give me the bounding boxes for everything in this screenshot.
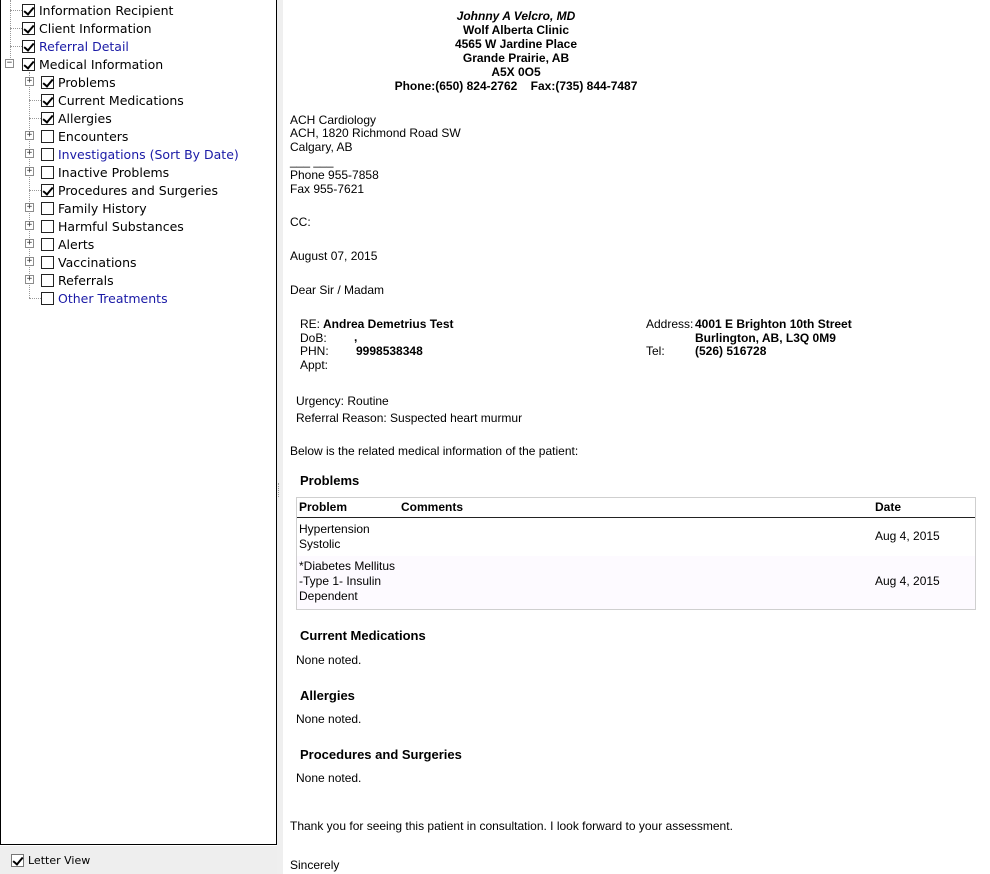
recipient-name: ACH Cardiology [290,113,377,127]
problem-line: Hypertension [299,522,370,536]
header-comments: Comments [401,500,464,514]
header-problem: Problem [299,500,348,514]
problem-line: Dependent [299,589,358,603]
tree-connector [10,28,22,29]
sender-street: 4565 W Jardine Place [454,37,578,51]
expand-icon[interactable]: + [26,130,33,140]
phn-label: PHN: [300,344,329,358]
patient-name: Andrea Demetrius Test [323,317,454,331]
tree-item-harmful-substances[interactable] [41,217,184,235]
checkbox[interactable] [41,220,54,233]
tree-item-label: Current Medications [58,92,184,108]
problem-date: Aug 4, 2015 [875,529,940,543]
address-line1: 4001 E Brighton 10th Street [695,317,852,331]
problems-table [296,497,976,610]
recipient-address1: ACH, 1820 Richmond Road SW [290,126,461,140]
tree-item-label: Inactive Problems [58,164,170,180]
checkbox[interactable] [41,238,54,251]
problem-line: Systolic [299,537,341,551]
allergies-title: Allergies [300,688,355,703]
checkbox[interactable] [41,166,54,179]
tree-item-alerts[interactable] [41,235,94,253]
checkbox[interactable] [41,184,54,197]
sender-city: Grande Prairie, AB [462,51,570,65]
tree-item-family-history[interactable] [41,199,147,217]
checkbox[interactable] [41,148,54,161]
problems-title: Problems [300,473,360,488]
expand-icon[interactable]: + [26,76,33,86]
tree-connector [29,298,41,299]
problem-line: *Diabetes Mellitus [299,559,396,573]
expand-icon[interactable]: + [26,202,33,212]
letter-view-toggle[interactable] [11,854,90,867]
address-label: Address: [646,317,694,331]
recipient-blank-line: ___ ___ [290,154,334,168]
tree-item-information-recipient[interactable] [22,1,173,19]
tel-value: (526) 516728 [695,344,767,358]
tree-connector [10,46,22,47]
salutation: Dear Sir / Madam [290,283,385,297]
checkbox[interactable] [22,40,35,53]
tree-item-label[interactable]: Investigations (Sort By Date) [58,146,239,162]
signoff: Sincerely [290,858,340,872]
tree-item-label: Harmful Substances [58,218,184,234]
referral-reason: Referral Reason: Suspected heart murmur [296,411,523,425]
tree-item-procedures-and-surgeries[interactable] [41,181,218,199]
expand-icon[interactable]: + [26,274,33,284]
sender-clinic: Wolf Alberta Clinic [462,23,569,37]
problem-date: Aug 4, 2015 [875,574,940,588]
checkbox[interactable] [22,58,35,71]
table-header [297,498,975,518]
sender-postal: A5X 0O5 [491,65,541,79]
letter-preview [283,0,990,874]
sender-name: Johnny A Velcro, MD [456,9,576,23]
procedures-title: Procedures and Surgeries [300,747,462,762]
tree-item-label: Medical Information [39,56,164,72]
tree-item-encounters[interactable] [41,127,128,145]
phn-value: 9998538348 [356,344,423,358]
re-label: RE: [300,317,321,331]
tree-connector [29,118,41,119]
tree-connector [29,100,41,101]
procedures-body: None noted. [296,771,362,785]
splitter-grip-icon[interactable] [278,483,281,497]
allergies-body: None noted. [296,712,362,726]
tree-item-label: Allergies [58,110,112,126]
dob-value: , [354,330,358,344]
intro-text: Below is the related medical information of the patient: [290,444,579,458]
expand-icon[interactable]: + [26,148,33,158]
tree-item-allergies[interactable] [41,109,112,127]
dob-label: DoB: [300,331,327,345]
tree-item-vaccinations[interactable] [41,253,137,271]
tree-item-label[interactable]: Other Treatments [58,290,168,306]
letter-view-label: Letter View [28,854,91,867]
tree-connector [10,10,22,11]
recipient-phone: Phone 955-7858 [290,168,379,182]
checkbox[interactable] [41,274,54,287]
tree-item-label: Problems [58,74,116,90]
tree-connector [29,190,41,191]
expand-icon[interactable]: + [26,166,33,176]
checkbox[interactable] [41,94,54,107]
closing-text: Thank you for seeing this patient in consultation. I look forward to your assessment. [290,819,733,833]
problem-line: -Type 1- Insulin [299,574,382,588]
appt-label: Appt: [300,358,329,372]
tree-item-label: Alerts [58,236,95,252]
cc-line: CC: [290,215,311,229]
recipient-fax: Fax 955-7621 [290,182,365,196]
tree-item-problems[interactable] [41,73,116,91]
sender-phone-fax: Phone:(650) 824-2762 Fax:(735) 844-7487 [394,79,638,93]
tree-item-referrals[interactable] [41,271,114,289]
tree-item-label: Vaccinations [58,254,137,270]
checkbox[interactable] [41,202,54,215]
tree-item-label: Family History [58,200,147,216]
tree-item-medical-information[interactable] [22,55,163,73]
recipient-address2: Calgary, AB [290,140,353,154]
tree-item-investigations[interactable] [41,145,239,163]
tree-item-client-information[interactable] [22,19,152,37]
checkbox[interactable] [41,130,54,143]
address-line2: Burlington, AB, L3Q 0M9 [695,331,836,345]
medications-title: Current Medications [300,628,426,643]
collapse-icon[interactable]: − [6,58,13,68]
tree-item-inactive-problems[interactable] [41,163,169,181]
checkbox[interactable] [41,292,54,305]
tree-item-label: Information Recipient [39,2,174,18]
tree-item-label: Procedures and Surgeries [58,182,218,198]
medications-body: None noted. [296,653,362,667]
expand-icon[interactable]: + [26,238,33,248]
expand-icon[interactable]: + [26,256,33,266]
tree-item-label: Referrals [58,272,114,288]
tree-item-label[interactable]: Referral Detail [39,38,129,54]
bottom-bar [0,846,280,874]
tree-item-current-medications[interactable] [41,91,184,109]
checkbox[interactable] [41,256,54,269]
tree-item-other-treatments[interactable] [41,289,168,307]
tree-item-referral-detail[interactable] [22,37,129,55]
section-tree [0,0,277,845]
tel-label: Tel: [646,344,665,358]
tree-item-label: Client Information [39,20,152,36]
checkbox[interactable] [41,76,54,89]
checkbox[interactable] [22,4,35,17]
letter-date: August 07, 2015 [290,249,378,263]
checkbox[interactable] [22,22,35,35]
checkbox[interactable] [41,112,54,125]
letter-view-checkbox[interactable] [11,854,24,867]
tree-item-label: Encounters [58,128,129,144]
header-date: Date [875,500,902,514]
expand-icon[interactable]: + [26,220,33,230]
table-row [297,556,975,609]
urgency: Urgency: Routine [296,394,389,408]
